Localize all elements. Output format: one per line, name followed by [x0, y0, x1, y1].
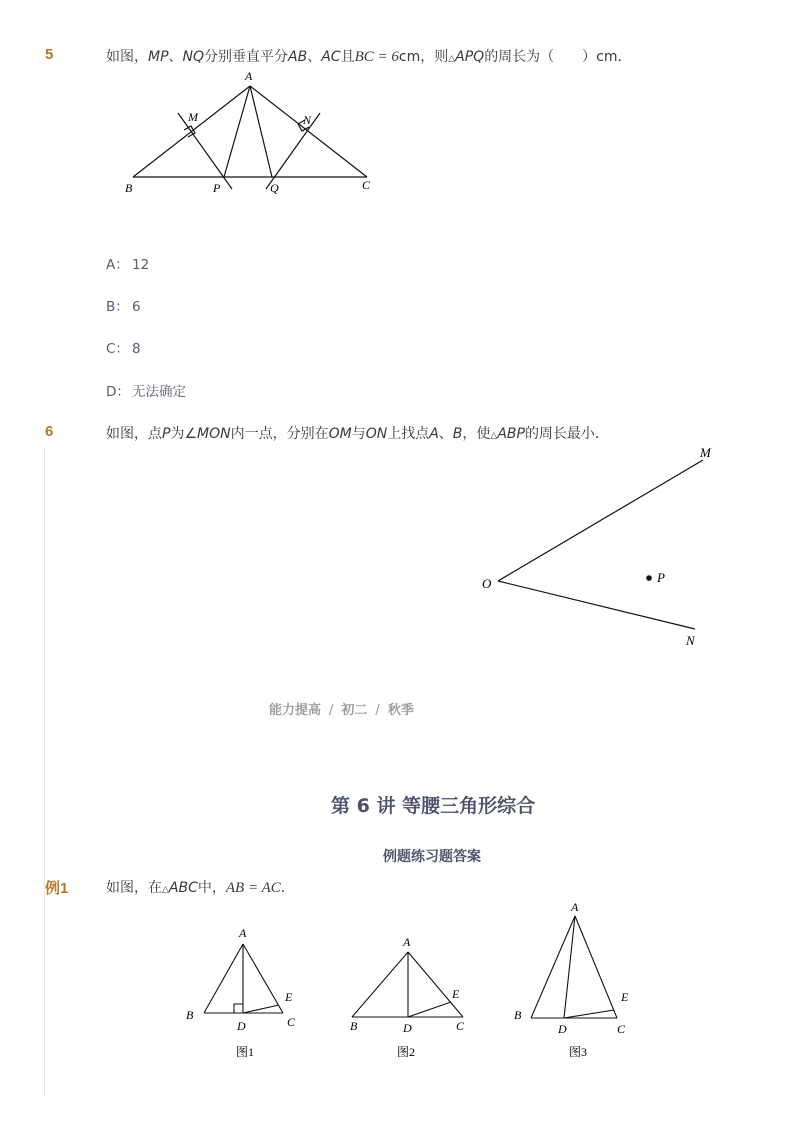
stem-text: 且: [340, 49, 355, 65]
stem-math: BC = 6: [354, 49, 399, 65]
breadcrumb-item: 初二: [341, 703, 368, 718]
stem-var: A: [429, 426, 439, 442]
fig1-label-C: C: [287, 1015, 296, 1029]
option-d[interactable]: [106, 380, 186, 400]
option-text: 无法确定: [132, 384, 186, 400]
option-b[interactable]: [106, 295, 141, 315]
breadcrumb-item: 秋季: [387, 703, 414, 718]
q5-figure: [115, 65, 395, 200]
stem-text: cm，则: [398, 49, 449, 65]
caption-figure-2: 图2: [397, 1045, 416, 1059]
fig2-label-B: B: [350, 1019, 358, 1033]
stem-var: AB: [288, 49, 308, 65]
stem-var: P: [162, 426, 171, 442]
example-number: 例1: [45, 880, 69, 897]
option-label: B：: [106, 299, 129, 315]
caption-figure-1: 图1: [236, 1045, 255, 1059]
figure-3: [531, 916, 617, 1018]
label-P: P: [213, 181, 221, 195]
label-B: B: [125, 181, 133, 195]
example-stem: [106, 877, 295, 897]
label-N: N: [303, 113, 312, 127]
question-stem: [106, 46, 632, 66]
option-label: C：: [106, 341, 129, 357]
question-number: 6: [45, 423, 54, 440]
label-P: P: [657, 570, 665, 585]
q6-figure: [470, 440, 730, 655]
stem-text: 内一点，分别在: [230, 426, 329, 442]
option-text: 6: [132, 299, 141, 315]
fig3-label-A: A: [571, 900, 579, 914]
breadcrumb: [269, 699, 414, 718]
lecture-title: 第 6 讲 等腰三角形综合: [331, 795, 536, 817]
option-label: D：: [106, 384, 130, 400]
stem-var: AC: [321, 49, 341, 65]
option-label: A：: [106, 257, 129, 273]
stem-math: AB = AC: [225, 880, 281, 896]
stem-text: 、: [438, 426, 453, 442]
section-title: 例题练习题答案: [383, 849, 481, 865]
stem-var: MON: [197, 426, 231, 442]
fig2-label-E: E: [452, 987, 460, 1001]
triangle-symbol: △: [490, 431, 498, 441]
stem-var: MP: [148, 49, 169, 65]
fig2-label-D: D: [403, 1021, 412, 1035]
stem-var: B: [452, 426, 463, 442]
stem-text: 为∠: [170, 426, 198, 442]
label-N: N: [686, 633, 695, 648]
stem-var: NQ: [182, 49, 205, 65]
stem-text: 如图，点: [106, 426, 162, 442]
option-text: 12: [132, 257, 150, 273]
stem-text: 分别垂直平分: [204, 49, 289, 65]
fig1-label-E: E: [285, 990, 293, 1004]
stem-var: OM: [328, 426, 352, 442]
option-text: 8: [132, 341, 141, 357]
fig3-label-E: E: [621, 990, 629, 1004]
label-M: M: [188, 110, 198, 124]
stem-var: ABC: [168, 880, 198, 896]
label-M: M: [700, 445, 711, 460]
stem-var: ABP: [497, 426, 525, 442]
fig3-label-C: C: [617, 1022, 626, 1036]
fig3-label-B: B: [514, 1008, 522, 1022]
breadcrumb-separator: /: [329, 703, 334, 718]
stem-var: APQ: [455, 49, 485, 65]
figure-1: [204, 944, 283, 1013]
triangle-symbol: △: [448, 54, 456, 64]
caption-figure-3: 图3: [569, 1045, 588, 1059]
label-C: C: [362, 178, 371, 192]
stem-text: 、: [168, 49, 183, 65]
fig2-label-C: C: [456, 1019, 465, 1033]
figure-2: [352, 952, 463, 1017]
option-c[interactable]: [106, 337, 141, 357]
fig3-label-D: D: [558, 1022, 567, 1036]
stem-text: ．: [280, 880, 295, 896]
label-Q: Q: [270, 181, 279, 195]
stem-text: 如图，: [106, 49, 148, 65]
stem-var: ON: [365, 426, 388, 442]
stem-text: 中，: [197, 880, 226, 896]
stem-text: 的周长最小．: [524, 426, 609, 442]
fig1-label-B: B: [186, 1008, 194, 1022]
stem-text: 如图，在: [106, 880, 162, 896]
label-O: O: [482, 576, 492, 591]
left-margin-line: [44, 447, 45, 1097]
ex1-figures: [175, 895, 650, 1065]
breadcrumb-separator: /: [375, 703, 380, 718]
triangle-symbol: △: [162, 885, 169, 895]
stem-text: 的周长为（ ）cm．: [484, 49, 632, 65]
fig1-label-A: A: [239, 926, 247, 940]
stem-text: 与: [351, 426, 366, 442]
fig1-label-D: D: [237, 1019, 246, 1033]
fig2-label-A: A: [403, 935, 411, 949]
stem-text: 上找点: [387, 426, 430, 442]
option-a[interactable]: [106, 253, 149, 273]
label-A: A: [245, 69, 253, 83]
breadcrumb-item: 能力提高: [269, 703, 322, 718]
stem-text: ，使: [462, 426, 491, 442]
stem-text: 、: [307, 49, 322, 65]
question-number: 5: [45, 46, 54, 63]
